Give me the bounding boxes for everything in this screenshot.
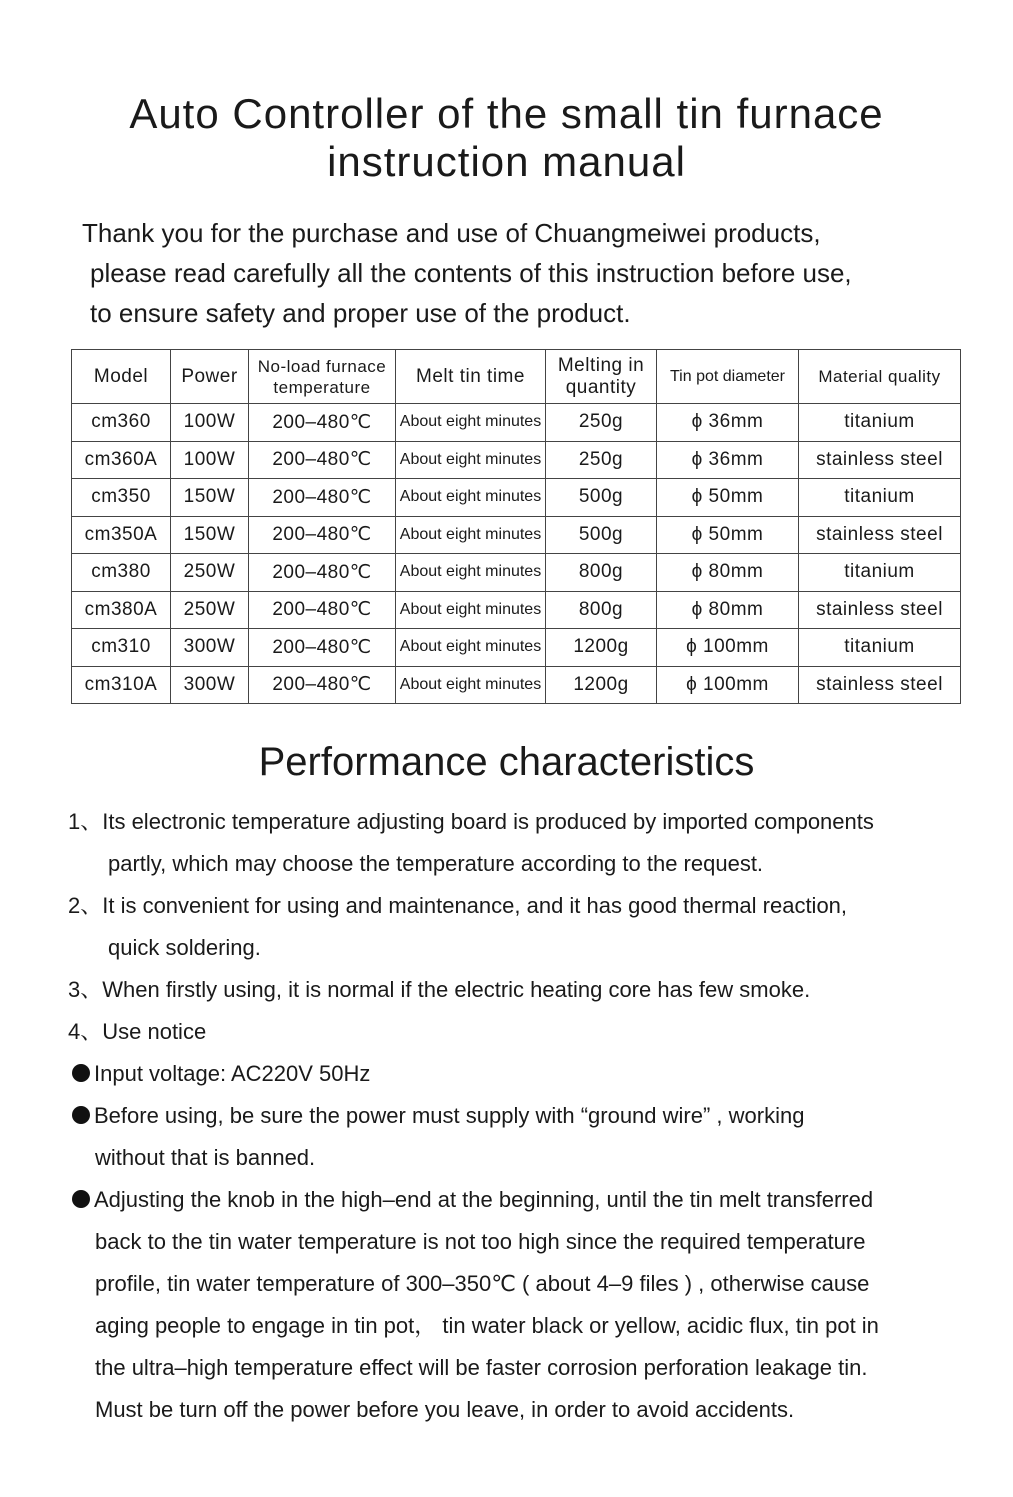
cell-temperature: 200–480℃ — [249, 479, 396, 517]
bullet-item — [68, 1179, 988, 1221]
intro-line: please read carefully all the contents of this instruction before use, — [90, 258, 852, 288]
cell-power: 100W — [171, 404, 249, 442]
cell-temperature: 200–480℃ — [249, 554, 396, 592]
cell-temperature: 200–480℃ — [249, 666, 396, 704]
cell-material: stainless steel — [799, 666, 961, 704]
bullet-continuation: without that is banned. — [95, 1145, 316, 1170]
bullet-icon — [72, 1106, 90, 1124]
table-row — [72, 591, 961, 629]
list-item: 2、It is convenient for using and maintenance, and it has good thermal reaction, — [68, 893, 848, 918]
table-row — [72, 479, 961, 517]
cell-melt-time: About eight minutes — [396, 516, 546, 554]
cell-melt-qty: 500g — [546, 479, 657, 517]
header-power: Power — [171, 350, 249, 404]
bullet-icon — [72, 1190, 90, 1208]
header-noload-temp — [249, 350, 396, 404]
cell-melt-qty: 1200g — [546, 666, 657, 704]
cell-power: 300W — [171, 629, 249, 667]
cell-melt-qty: 500g — [546, 516, 657, 554]
cell-diameter: ϕ 36mm — [657, 441, 799, 479]
cell-diameter: ϕ 80mm — [657, 554, 799, 592]
header-melt-qty — [546, 350, 657, 404]
cell-temperature: 200–480℃ — [249, 441, 396, 479]
cell-model: cm360A — [72, 441, 171, 479]
intro-line: Thank you for the purchase and use of Chuangmeiwei products, — [82, 218, 821, 248]
cell-melt-time: About eight minutes — [396, 666, 546, 704]
header-diameter: Tin pot diameter — [657, 350, 799, 404]
cell-temperature: 200–480℃ — [249, 591, 396, 629]
cell-model: cm350A — [72, 516, 171, 554]
header-material: Material quality — [799, 350, 961, 404]
cell-power: 100W — [171, 441, 249, 479]
cell-power: 250W — [171, 554, 249, 592]
page-subtitle: instruction manual — [327, 138, 686, 185]
cell-material: titanium — [799, 554, 961, 592]
spec-table — [71, 349, 961, 704]
cell-power: 150W — [171, 479, 249, 517]
cell-melt-qty: 250g — [546, 404, 657, 442]
header-melt-qty-line1: Melting in — [557, 354, 645, 376]
cell-melt-qty: 800g — [546, 554, 657, 592]
cell-diameter: ϕ 100mm — [657, 666, 799, 704]
bullet-text: Before using, be sure the power must supply with “ground wire” , working — [94, 1103, 805, 1128]
list-item: 1、Its electronic temperature adjusting board is produced by imported components — [68, 809, 874, 834]
intro-line: to ensure safety and proper use of the product. — [90, 298, 631, 328]
cell-material: titanium — [799, 629, 961, 667]
cell-melt-time: About eight minutes — [396, 554, 546, 592]
cell-temperature: 200–480℃ — [249, 404, 396, 442]
cell-diameter: ϕ 50mm — [657, 479, 799, 517]
bullet-item — [68, 1053, 988, 1095]
table-row — [72, 666, 961, 704]
bullet-continuation: the ultra–high temperature effect will be faster corrosion perforation leakage tin. — [95, 1355, 868, 1380]
bullet-item — [68, 1095, 988, 1137]
section-heading: Performance characteristics — [258, 740, 755, 784]
bullet-continuation: back to the tin water temperature is not too high since the required temperature — [95, 1229, 866, 1254]
cell-melt-qty: 250g — [546, 441, 657, 479]
header-melt-qty-line2: quantity — [565, 376, 637, 398]
table-row — [72, 516, 961, 554]
list-item: 3、When firstly using, it is normal if the electric heating core has few smoke. — [68, 977, 811, 1002]
list-item: 4、Use notice — [68, 1019, 207, 1044]
table-row — [72, 629, 961, 667]
performance-list — [68, 801, 988, 1431]
header-noload-line2: temperature — [273, 377, 371, 397]
cell-melt-time: About eight minutes — [396, 441, 546, 479]
cell-melt-time: About eight minutes — [396, 479, 546, 517]
cell-diameter: ϕ 80mm — [657, 591, 799, 629]
cell-diameter: ϕ 100mm — [657, 629, 799, 667]
list-item-continuation: quick soldering. — [108, 935, 261, 960]
header-noload-line1: No-load furnace — [257, 356, 387, 376]
cell-melt-time: About eight minutes — [396, 591, 546, 629]
table-row — [72, 404, 961, 442]
cell-model: cm310 — [72, 629, 171, 667]
bullet-continuation: aging people to engage in tin pot， tin water black or yellow, acidic flux, tin pot in — [95, 1313, 879, 1338]
cell-material: stainless steel — [799, 516, 961, 554]
cell-melt-time: About eight minutes — [396, 629, 546, 667]
bullet-continuation: profile, tin water temperature of 300–350℃ ( about 4–9 files ) , otherwise cause — [95, 1271, 870, 1296]
cell-model: cm380A — [72, 591, 171, 629]
cell-power: 150W — [171, 516, 249, 554]
cell-model: cm350 — [72, 479, 171, 517]
cell-temperature: 200–480℃ — [249, 516, 396, 554]
cell-melt-time: About eight minutes — [396, 404, 546, 442]
page-title: Auto Controller of the small tin furnace — [129, 90, 884, 137]
cell-material: stainless steel — [799, 441, 961, 479]
bullet-text: Input voltage: AC220V 50Hz — [94, 1061, 371, 1086]
bullet-continuation: Must be turn off the power before you leave, in order to avoid accidents. — [95, 1397, 795, 1422]
cell-model: cm360 — [72, 404, 171, 442]
cell-power: 250W — [171, 591, 249, 629]
table-row — [72, 441, 961, 479]
bullet-icon — [72, 1064, 90, 1082]
intro-text — [82, 213, 982, 333]
cell-melt-qty: 800g — [546, 591, 657, 629]
cell-model: cm310A — [72, 666, 171, 704]
list-item-continuation: partly, which may choose the temperature according to the request. — [108, 851, 764, 876]
cell-melt-qty: 1200g — [546, 629, 657, 667]
header-melt-time: Melt tin time — [396, 350, 546, 404]
cell-power: 300W — [171, 666, 249, 704]
cell-diameter: ϕ 36mm — [657, 404, 799, 442]
cell-material: titanium — [799, 479, 961, 517]
cell-diameter: ϕ 50mm — [657, 516, 799, 554]
table-header-row — [72, 350, 961, 404]
cell-material: stainless steel — [799, 591, 961, 629]
bullet-text: Adjusting the knob in the high–end at the beginning, until the tin melt transferred — [94, 1187, 874, 1212]
table-row — [72, 554, 961, 592]
cell-material: titanium — [799, 404, 961, 442]
header-model: Model — [72, 350, 171, 404]
cell-model: cm380 — [72, 554, 171, 592]
cell-temperature: 200–480℃ — [249, 629, 396, 667]
